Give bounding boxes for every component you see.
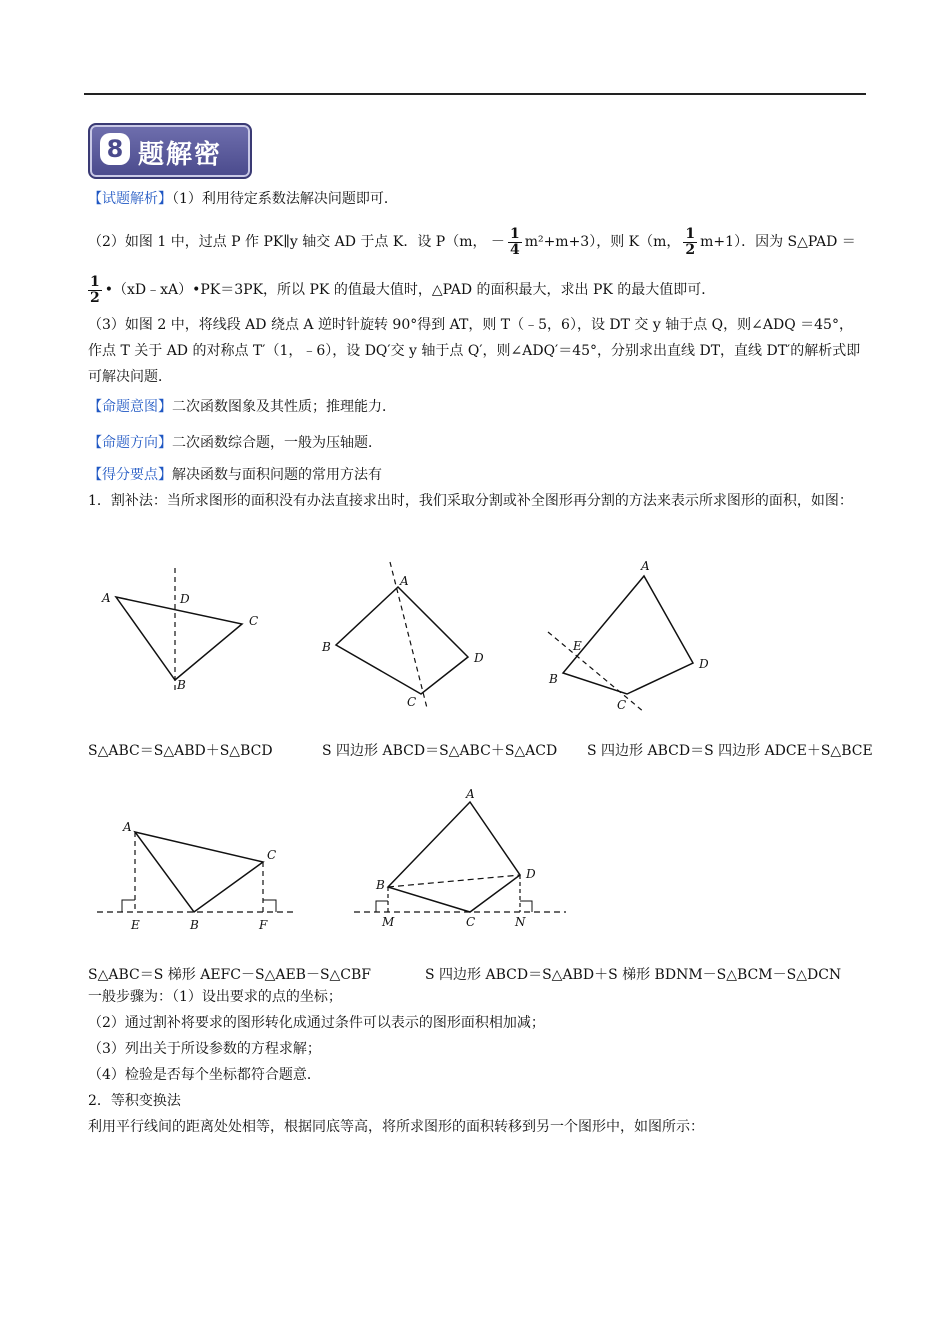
fig1-label-D: D bbox=[180, 592, 190, 606]
formula-2: S 四边形 ABCD＝S△ABC＋S△ACD bbox=[322, 743, 558, 759]
fig3-label-A: A bbox=[641, 559, 650, 573]
fig4-label-E: E bbox=[131, 918, 140, 932]
intent-text: 二次函数图象及其性质；推理能力． bbox=[172, 399, 396, 415]
analysis-p2a: （2）如图 1 中，过点 P 作 PK∥y 轴交 AD 于点 K．设 P（m， － bbox=[88, 234, 505, 250]
method2-text: 利用平行线间的距离处处相等，根据同底等高，将所求图形的面积转移到另一个图形中，如图所示： bbox=[88, 1119, 704, 1135]
intent-tag: 【命题意图】 bbox=[88, 399, 172, 415]
points-tag: 【得分要点】 bbox=[88, 467, 172, 483]
analysis-p2b: m²+m+3），则 K（m， bbox=[524, 234, 681, 250]
formula-5: S 四边形 ABCD＝S△ABD＋S 梯形 BDNM－S△BCM－S△DCN bbox=[425, 967, 842, 983]
fraction-1-4: $\frac{1}{4}$ bbox=[509, 225, 520, 258]
step-3: （3）列出关于所设参数的方程求解； bbox=[88, 1041, 321, 1057]
analysis-p2d: •（xD﹣xA）•PK＝3PK，所以 PK 的值最大值时，△PAD 的面积最大，求出 PK 的最大值即可． bbox=[104, 282, 716, 298]
analysis-p1: （1）利用待定系数法解决问题即可． bbox=[172, 191, 398, 207]
fig2-label-B: B bbox=[322, 640, 331, 654]
badge-number: 8 bbox=[100, 133, 130, 165]
formula-3: S 四边形 ABCD＝S 四边形 ADCE＋S△BCE bbox=[587, 743, 873, 759]
fig2-label-A: A bbox=[400, 574, 409, 588]
fig1-label-B: B bbox=[177, 678, 186, 692]
analysis-p2c: m+1）．因为 S△PAD ＝ bbox=[700, 234, 856, 250]
fig2-label-C: C bbox=[407, 695, 417, 709]
fig5-right-angle-n bbox=[520, 901, 532, 912]
fig5-label-D: D bbox=[526, 867, 536, 881]
fig3-dashed-line bbox=[548, 632, 644, 712]
direction-tag: 【命题方向】 bbox=[88, 435, 172, 451]
fig5-dashed-bd bbox=[388, 875, 520, 887]
method1-text: 1．割补法：当所求图形的面积没有办法直接求出时，我们采取分割或补全图形再分割的方法来表示所求图形的面积，如图： bbox=[88, 493, 853, 509]
fraction-1-2: $\frac{1}{2}$ bbox=[685, 225, 696, 258]
fig2-label-D: D bbox=[474, 651, 484, 665]
fig4-right-angle-e bbox=[122, 900, 135, 912]
fig5-label-C: C bbox=[466, 915, 476, 929]
fig5-quadrilateral bbox=[388, 802, 520, 912]
points-text: 解决函数与面积问题的常用方法有 bbox=[172, 467, 382, 483]
fig5-label-A: A bbox=[466, 787, 475, 801]
step-1: 一般步骤为：（1）设出要求的点的坐标； bbox=[88, 989, 342, 1005]
fig3-label-D: D bbox=[699, 657, 709, 671]
fig2-quadrilateral bbox=[336, 587, 468, 694]
analysis-tag: 【试题解析】 bbox=[88, 191, 172, 207]
fig3-quadrilateral bbox=[563, 576, 693, 694]
step-4: （4）检验是否每个坐标都符合题意． bbox=[88, 1067, 321, 1083]
fig1-triangle bbox=[116, 597, 242, 680]
fig4-right-angle-f bbox=[263, 900, 276, 912]
fig3-label-C: C bbox=[617, 698, 627, 712]
fig4-label-A: A bbox=[123, 820, 132, 834]
fig5-label-B: B bbox=[376, 878, 385, 892]
fig3-label-E: E bbox=[573, 639, 582, 653]
fig5-label-N: N bbox=[515, 915, 526, 929]
step-2: （2）通过割补将要求的图形转化成通过条件可以表示的图形面积相加减； bbox=[88, 1015, 545, 1031]
fraction-1-2-b: $\frac{1}{2}$ bbox=[90, 273, 100, 306]
direction-text: 二次函数综合题，一般为压轴题． bbox=[172, 435, 382, 451]
fig4-label-F: F bbox=[259, 918, 268, 932]
fig5-right-angle-m bbox=[376, 901, 388, 912]
steps-list bbox=[88, 984, 864, 1140]
fig3-label-B: B bbox=[549, 672, 558, 686]
fig4-label-B: B bbox=[190, 918, 199, 932]
badge-title: 题解密 bbox=[138, 140, 223, 170]
fig4-label-C: C bbox=[267, 848, 277, 862]
formula-1: S△ABC＝S△ABD＋S△BCD bbox=[88, 743, 273, 759]
fig4-triangle bbox=[135, 832, 263, 912]
formula-4: S△ABC＝S 梯形 AEFC－S△AEB－S△CBF bbox=[88, 967, 372, 983]
fig5-label-M: M bbox=[382, 915, 395, 929]
analysis-p3: （3）如图 2 中，将线段 AD 绕点 A 逆时针旋转 90°得到 AT，则 T（﹣5，6），设 DT 交 y 轴于点 Q，则∠ADQ ＝45°，作点 T 关于 AD 的对称点 T′（1，﹣6），设 DQ′交 y 轴于点 Q′，则∠ADQ′＝45°，分别求出直线 DT，直线 DT′的解析式即可解决问题． bbox=[88, 317, 861, 385]
method2-title: 2．等积变换法 bbox=[88, 1093, 181, 1109]
fig1-label-C: C bbox=[249, 614, 259, 628]
fig1-label-A: A bbox=[102, 591, 111, 605]
